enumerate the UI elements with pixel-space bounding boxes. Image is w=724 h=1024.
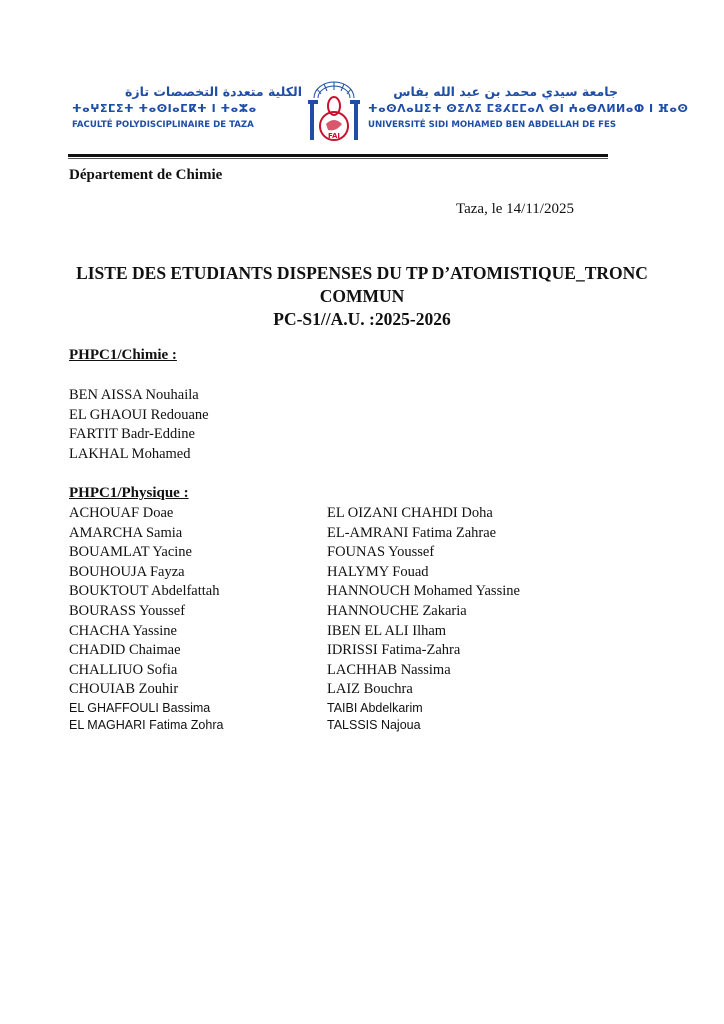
header-divider [64,154,612,160]
university-name-arabic: جامعة سيدي محمد بن عبد الله بفاس [393,84,618,99]
student-name: TALSSIS Najoua [327,718,421,732]
university-name-french: UNIVERSITÉ SIDI MOHAMED BEN ABDELLAH DE FES [368,120,617,130]
student-name: AMARCHA Samia [69,525,183,541]
student-name: BOUHOUJA Fayza [69,564,185,580]
student-name: BOURASS Youssef [69,603,186,619]
student-name: EL OIZANI CHAHDI Doha [327,505,493,521]
student-name: EL-AMRANI Fatima Zahrae [327,525,497,541]
student-name: CHACHA Yassine [69,623,177,639]
university-name-tifinagh: ⵜⴰⵙⴷⴰⵡⵉⵜ ⵙⵉⴷⵉ ⵎⵓⵃⵎⵎⴰⴷ ⴱⵏ ⵄⴰⴱⴷⵍⵍⴰⵀ ⵏ ⴼⴰⵙ [368,102,689,115]
student-name: BOUAMLAT Yacine [69,544,192,560]
student-name: ACHOUAF Doae [69,505,174,521]
student-name: IBEN EL ALI Ilham [327,623,447,639]
svg-text:FAI: FAI [327,132,341,140]
student-name: CHALLIUO Sofia [69,662,178,678]
letterhead [64,80,689,150]
student-name: IDRISSI Fatima-Zahra [327,642,461,658]
student-name: HANNOUCHE Zakaria [327,603,467,619]
section-heading-chimie: PHPC1/Chimie : [69,347,177,363]
student-name: BEN AISSA Nouhaila [69,387,199,403]
student-name: FARTIT Badr-Eddine [69,426,195,442]
student-name: CHADID Chaimae [69,642,181,658]
student-name: EL GHAFFOULI Bassima [69,701,211,715]
title-line-1: LISTE DES ETUDIANTS DISPENSES DU TP D’ATOMISTIQUE_TRONC COMMUN [76,263,648,306]
faculty-header [72,84,302,132]
document-title [40,262,684,331]
university-emblem-icon [306,80,362,148]
student-name: CHOUIAB Zouhir [69,681,179,697]
student-name: BOUKTOUT Abdelfattah [69,583,220,599]
section-heading-physique: PHPC1/Physique : [69,485,189,501]
faculty-name-arabic: الكلية متعددة التخصصات تازة [125,84,302,99]
student-name: EL MAGHARI Fatima Zohra [69,718,224,732]
faculty-name-tifinagh: ⵜⴰⵖⵉⵎⵉⵜ ⵜⴰⵙⵏⴰⵎⴽⵜ ⵏ ⵜⴰⵣⴰ [72,102,257,115]
faculty-name-french: FACULTÉ POLYDISCIPLINAIRE DE TAZA [72,120,254,130]
date-line: Taza, le 14/11/2025 [456,201,574,217]
student-name: FOUNAS Youssef [327,544,435,560]
title-line-2: PC-S1//A.U. :2025-2026 [273,309,451,329]
student-name: LACHHAB Nassima [327,662,451,678]
student-name: HANNOUCH Mohamed Yassine [327,583,520,599]
student-name: LAKHAL Mohamed [69,446,191,462]
student-name: LAIZ Bouchra [327,681,413,697]
student-name: EL GHAOUI Redouane [69,407,209,423]
department-name: Département de Chimie [69,167,223,183]
student-name: HALYMY Fouad [327,564,429,580]
student-name: TAIBI Abdelkarim [327,701,423,715]
university-header [368,84,689,132]
